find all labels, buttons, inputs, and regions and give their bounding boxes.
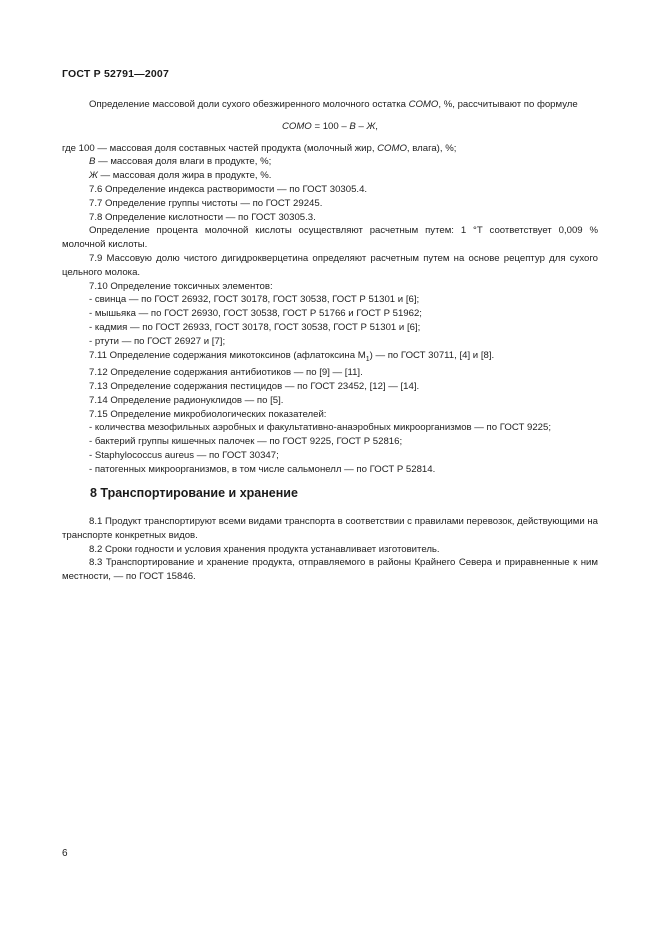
- formula-end: ,: [375, 120, 378, 132]
- micro-item: - количества мезофильных аэробных и факультативно-анаэробных микроорганизмов — по ГОСТ 9225;: [89, 422, 552, 434]
- somo-formula: [62, 120, 598, 134]
- clause-7-7: 7.7 Определение группы чистоты — по ГОСТ 29245.: [89, 197, 323, 209]
- formula-mid: = 100 –: [311, 120, 350, 132]
- where-text-2: , влага), %;: [406, 142, 457, 154]
- clause-8-2: 8.2 Сроки годности и условия хранения продукта устанавливает изготовитель.: [89, 543, 440, 555]
- where-100: [62, 142, 598, 156]
- formula-zh: Ж: [366, 120, 376, 132]
- clause-7-13: 7.13 Определение содержания пестицидов — по ГОСТ 23452, [12] — [14].: [89, 381, 420, 393]
- toxic-item: - кадмия — по ГОСТ 26933, ГОСТ 30178, ГОСТ 30538, ГОСТ Р 51301 и [6];: [89, 321, 421, 333]
- micro-item: - Staphylococcus aureus — по ГОСТ 30347;: [89, 450, 279, 462]
- where-text-1: где 100 — массовая доля составных частей продукта (молочный жир,: [62, 142, 378, 154]
- lactic-acid-para: Определение процента молочной кислоты осуществляют расчетным путем: 1 °Т соответствует 0,009 % молочной кислоты.: [62, 225, 598, 251]
- section-7-body: [62, 98, 598, 477]
- page-number: 6: [62, 848, 68, 859]
- somo-abbr: СОМО: [408, 99, 439, 110]
- clause-7-10: 7.10 Определение токсичных элементов:: [89, 280, 273, 292]
- var-b-desc: — массовая доля влаги в продукте, %;: [95, 156, 272, 168]
- toxic-item: - ртути — по ГОСТ 26927 и [7];: [89, 335, 226, 347]
- var-b: В: [89, 156, 96, 168]
- var-zh-desc: — массовая доля жира в продукте, %.: [97, 170, 272, 182]
- somo-text-1: Определение массовой доли сухого обезжиренного молочного остатка: [89, 99, 409, 110]
- clause-7-14: 7.14 Определение радионуклидов — по [5].: [89, 394, 284, 406]
- clause-8-1: 8.1 Продукт транспортируют всеми видами транспорта в соответствии с правилами перевозок, действующими на транспорте конкретных видов.: [62, 516, 598, 541]
- formula-dash: –: [355, 120, 367, 132]
- clause-7-8: 7.8 Определение кислотности — по ГОСТ 30305.3.: [89, 211, 316, 223]
- myco-subscript: 1: [365, 355, 370, 363]
- myco-text-1: 7.11 Определение содержания микотоксинов (афлатоксина M: [89, 349, 366, 361]
- micro-item: - патогенных микроорганизмов, в том числе сальмонелл — по ГОСТ Р 52814.: [89, 463, 436, 475]
- clause-7-15: 7.15 Определение микробиологических показателей:: [89, 408, 327, 420]
- formula-b: В: [349, 120, 356, 132]
- where-zh: [62, 169, 598, 183]
- where-b: [62, 155, 598, 169]
- somo-text-2: , %, рассчитывают по формуле: [438, 99, 578, 110]
- toxic-item: - свинца — по ГОСТ 26932, ГОСТ 30178, ГОСТ 30538, ГОСТ Р 51301 и [6];: [89, 294, 420, 306]
- clause-7-9: 7.9 Массовую долю чистого дигидрокверцетина определяют расчетным путем на основе рецептур для сухого цельного молока.: [62, 252, 598, 278]
- toxic-item: - мышьяка — по ГОСТ 26930, ГОСТ 30538, ГОСТ Р 51766 и ГОСТ Р 51962;: [89, 308, 422, 320]
- document-header: ГОСТ Р 52791—2007: [62, 68, 170, 80]
- var-zh: Ж: [89, 170, 98, 182]
- where-abbr: СОМО: [377, 142, 407, 154]
- clause-7-12: 7.12 Определение содержания антибиотиков — по [9] — [11].: [89, 367, 363, 379]
- clause-7-11: [62, 349, 598, 367]
- clause-7-6: 7.6 Определение индекса растворимости — по ГОСТ 30305.4.: [89, 183, 368, 195]
- section-8-body: [62, 515, 598, 584]
- section-8-title: 8 Транспортирование и хранение: [90, 486, 298, 500]
- formula-somo: СОМО: [282, 120, 312, 132]
- clause-8-3: 8.3 Транспортирование и хранение продукта, отправляемого в районы Крайнего Севера и приравненные к ним местности, — по ГОСТ 15846.: [62, 557, 598, 583]
- somo-definition: [62, 98, 598, 112]
- micro-item: - бактерий группы кишечных палочек — по ГОСТ 9225, ГОСТ Р 52816;: [89, 436, 403, 448]
- myco-text-2: ) — по ГОСТ 30711, [4] и [8].: [369, 349, 495, 361]
